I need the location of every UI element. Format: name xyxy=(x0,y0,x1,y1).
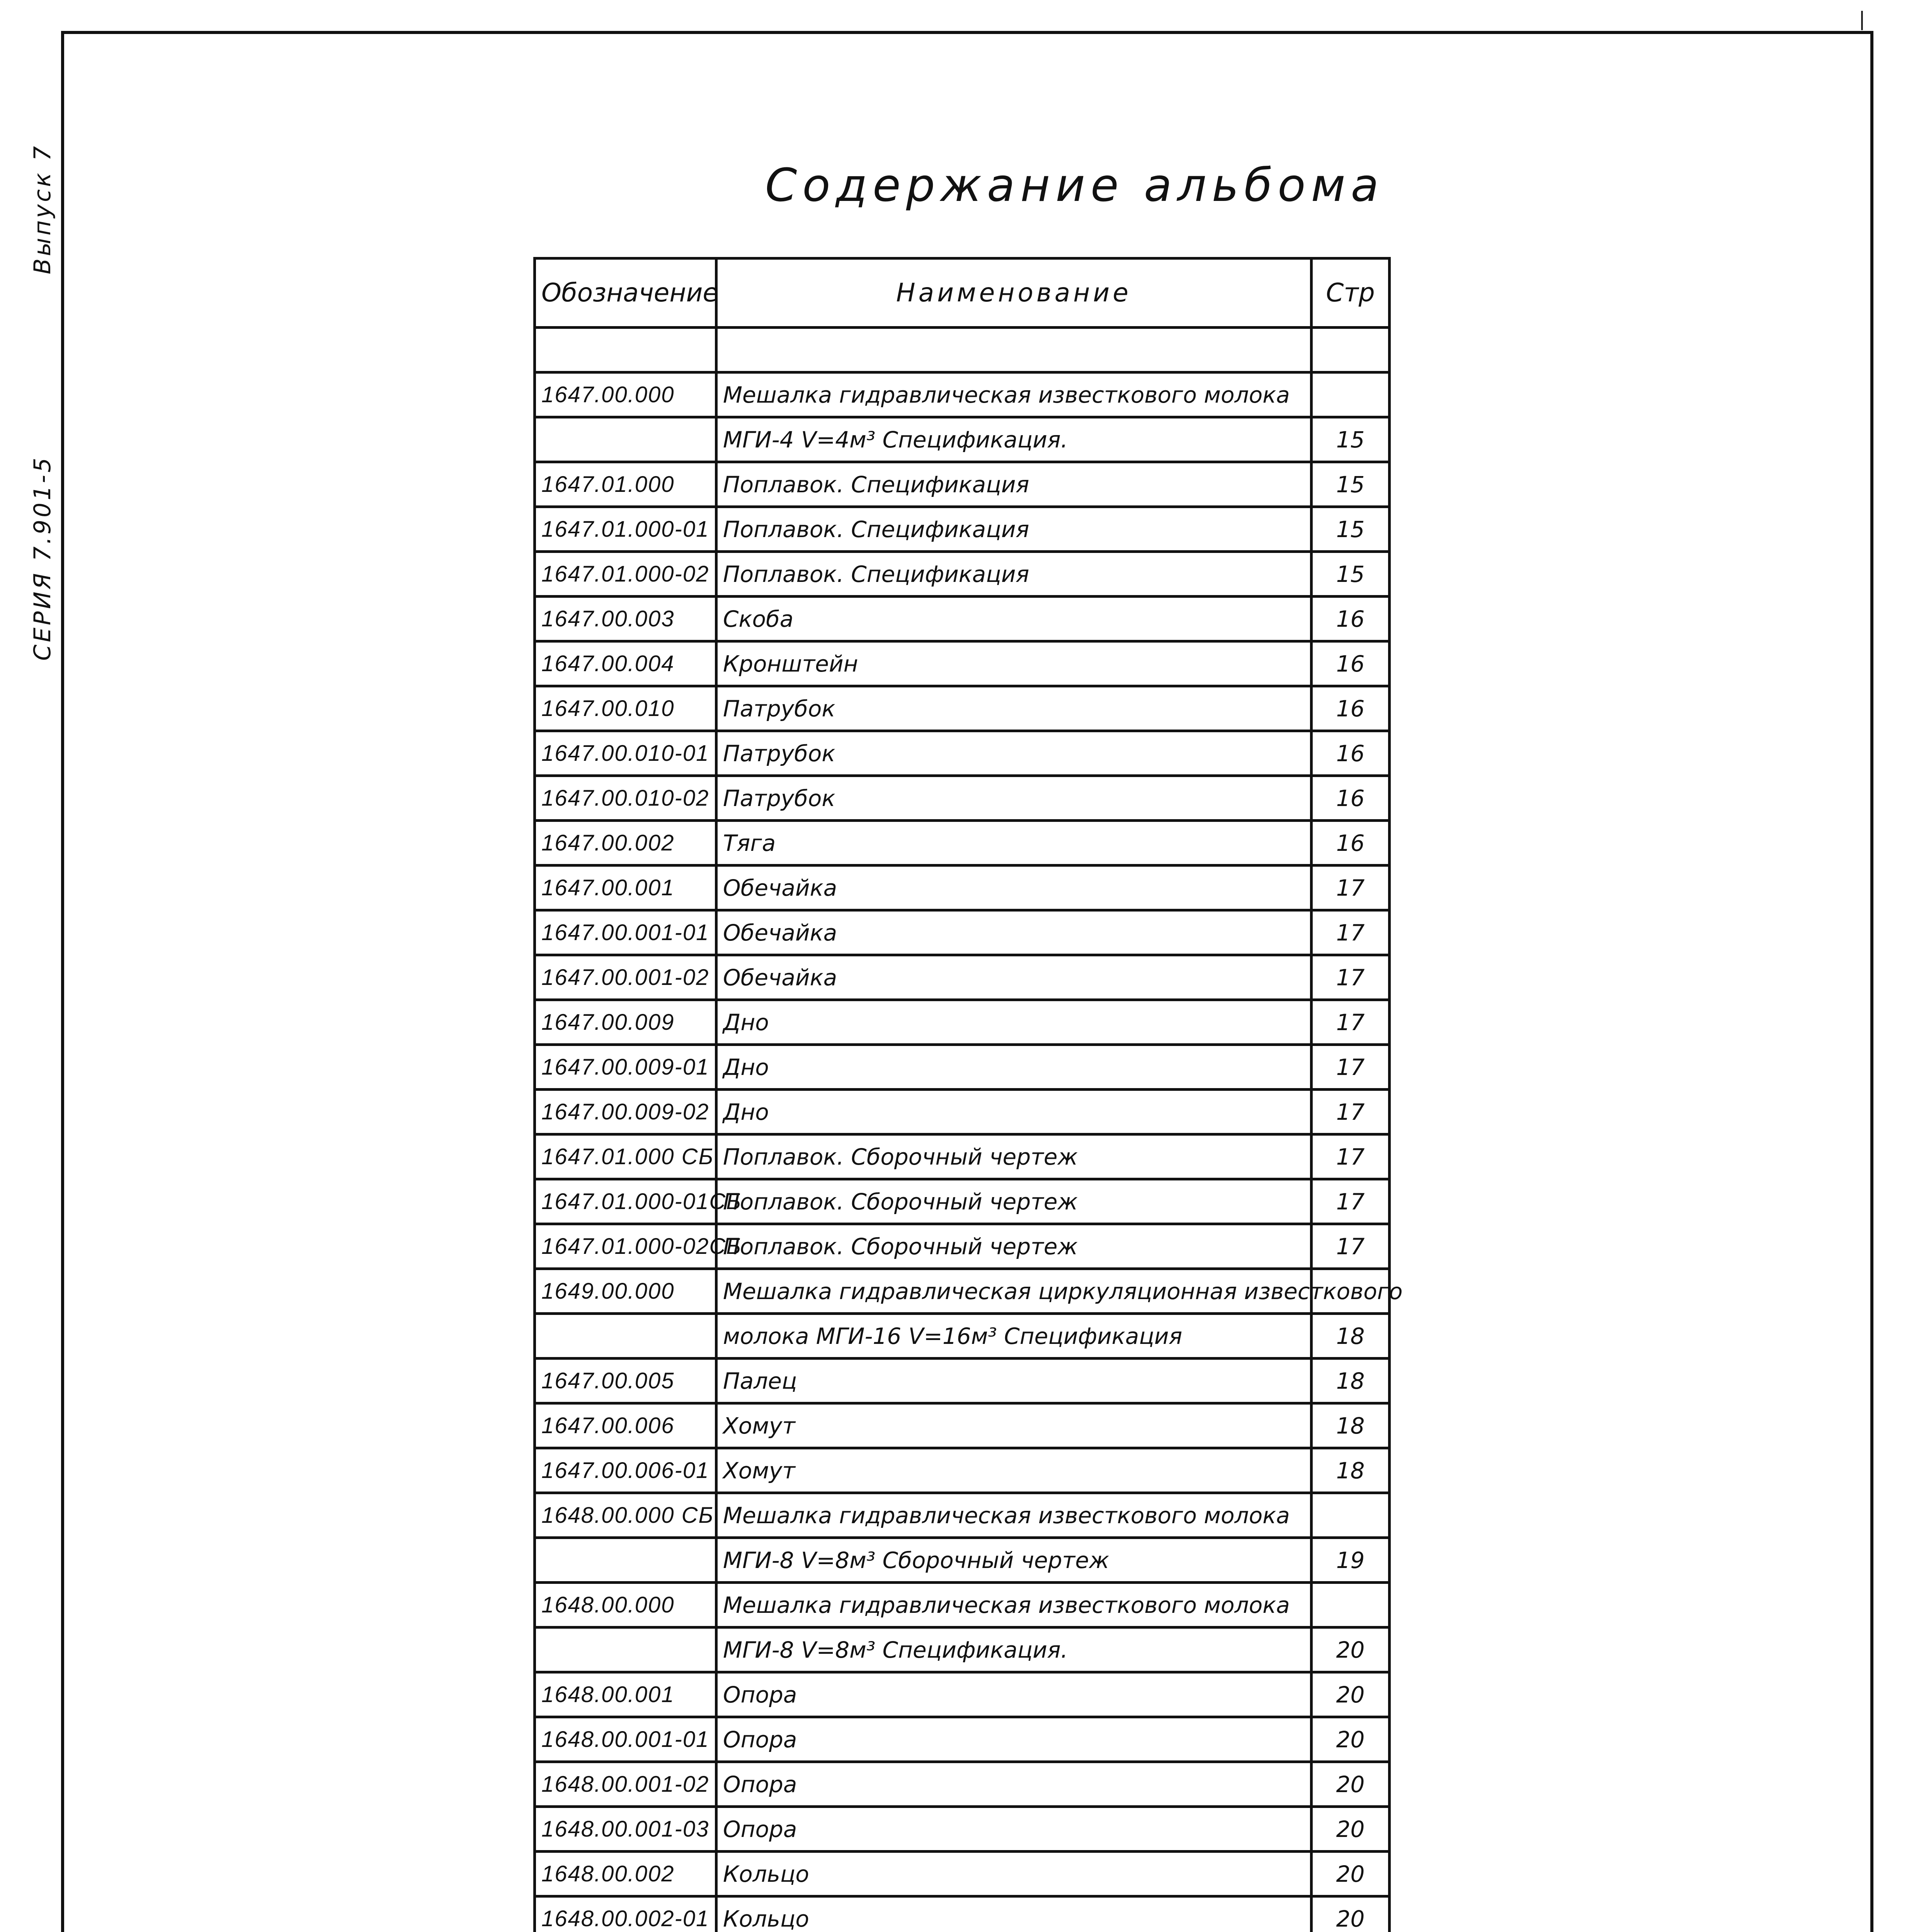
row-page: 16 xyxy=(1312,597,1390,641)
row-page: 18 xyxy=(1312,1314,1390,1359)
row-page: 17 xyxy=(1312,955,1390,1000)
row-code: 1647.00.009 xyxy=(535,1000,716,1045)
row-name: Поплавок. Спецификация xyxy=(716,552,1312,597)
table-row xyxy=(535,462,1390,507)
row-code: 1647.01.000 СБ xyxy=(535,1134,716,1179)
row-page: 17 xyxy=(1312,910,1390,955)
table-row xyxy=(535,1493,1390,1538)
row-name: Опора xyxy=(716,1717,1312,1762)
table-row xyxy=(535,1134,1390,1179)
row-name: Кольцо xyxy=(716,1896,1312,1932)
table-row xyxy=(535,1628,1390,1672)
row-name: Обечайка xyxy=(716,955,1312,1000)
corner-mark: | xyxy=(1859,8,1865,30)
table-row xyxy=(535,866,1390,910)
table-row xyxy=(535,955,1390,1000)
row-name: Поплавок. Спецификация xyxy=(716,507,1312,552)
row-name: Дно xyxy=(716,1090,1312,1134)
row-code: 1647.00.010-02 xyxy=(535,776,716,821)
row-name: Поплавок. Спецификация xyxy=(716,462,1312,507)
row-page: 18 xyxy=(1312,1403,1390,1448)
row-code xyxy=(535,328,716,372)
row-code: 1647.00.010 xyxy=(535,686,716,731)
header-code: Обозначение xyxy=(535,259,716,328)
row-name: Тяга xyxy=(716,821,1312,866)
row-code: 1647.00.004 xyxy=(535,641,716,686)
row-code: 1647.01.000 xyxy=(535,462,716,507)
row-page: 18 xyxy=(1312,1448,1390,1493)
table-row xyxy=(535,1359,1390,1403)
table-row xyxy=(535,1090,1390,1134)
table-row xyxy=(535,1717,1390,1762)
series-label: СЕРИЯ 7.901-5 xyxy=(29,455,56,661)
row-page: 15 xyxy=(1312,552,1390,597)
row-page: 15 xyxy=(1312,507,1390,552)
row-name: Патрубок xyxy=(716,686,1312,731)
table-row xyxy=(535,1224,1390,1269)
row-page: 17 xyxy=(1312,866,1390,910)
table-row xyxy=(535,910,1390,955)
row-code: 1647.00.002 xyxy=(535,821,716,866)
table-row xyxy=(535,328,1390,372)
row-code: 1647.00.009-02 xyxy=(535,1090,716,1134)
row-name: МГИ-8 V=8м³ Спецификация. xyxy=(716,1628,1312,1672)
row-name: Опора xyxy=(716,1672,1312,1717)
table-row xyxy=(535,731,1390,776)
row-name: Опора xyxy=(716,1762,1312,1807)
row-code: 1648.00.002-01 xyxy=(535,1896,716,1932)
row-name: Скоба xyxy=(716,597,1312,641)
row-name: Мешалка гидравлическая известкового молока xyxy=(716,372,1312,417)
table-row xyxy=(535,1314,1390,1359)
row-code xyxy=(535,1628,716,1672)
table-row xyxy=(535,1179,1390,1224)
row-page: 15 xyxy=(1312,417,1390,462)
row-name: Мешалка гидравлическая известкового молока xyxy=(716,1583,1312,1628)
row-code: 1647.00.001 xyxy=(535,866,716,910)
row-code: 1649.00.000 xyxy=(535,1269,716,1314)
row-code: 1648.00.001-01 xyxy=(535,1717,716,1762)
row-code xyxy=(535,417,716,462)
header-row xyxy=(535,259,1390,328)
row-name: Поплавок. Сборочный чертеж xyxy=(716,1179,1312,1224)
row-name: Патрубок xyxy=(716,731,1312,776)
row-page: 17 xyxy=(1312,1000,1390,1045)
issue-label: Выпуск 7 xyxy=(29,144,56,274)
row-code: 1647.01.000-02 xyxy=(535,552,716,597)
row-page: 17 xyxy=(1312,1179,1390,1224)
row-code: 1647.00.006-01 xyxy=(535,1448,716,1493)
row-page xyxy=(1312,1493,1390,1538)
row-name: Мешалка гидравлическая известкового молока xyxy=(716,1493,1312,1538)
row-name: МГИ-8 V=8м³ Сборочный чертеж xyxy=(716,1538,1312,1583)
row-name: Опора xyxy=(716,1807,1312,1852)
row-code xyxy=(535,1538,716,1583)
table-row xyxy=(535,372,1390,417)
row-name: Патрубок xyxy=(716,776,1312,821)
row-name: Поплавок. Сборочный чертеж xyxy=(716,1224,1312,1269)
row-name: Кронштейн xyxy=(716,641,1312,686)
row-page: 20 xyxy=(1312,1762,1390,1807)
row-code: 1648.00.001-03 xyxy=(535,1807,716,1852)
row-name: Дно xyxy=(716,1000,1312,1045)
table-row xyxy=(535,1269,1390,1314)
row-page: 15 xyxy=(1312,462,1390,507)
row-name: Дно xyxy=(716,1045,1312,1090)
table-row xyxy=(535,776,1390,821)
row-page: 17 xyxy=(1312,1134,1390,1179)
row-page xyxy=(1312,328,1390,372)
row-name: МГИ-4 V=4м³ Спецификация. xyxy=(716,417,1312,462)
table-row xyxy=(535,552,1390,597)
table-row xyxy=(535,1807,1390,1852)
table-row xyxy=(535,1045,1390,1090)
row-page: 16 xyxy=(1312,641,1390,686)
row-name: Палец xyxy=(716,1359,1312,1403)
row-page: 18 xyxy=(1312,1359,1390,1403)
table-row xyxy=(535,1762,1390,1807)
row-code: 1648.00.001 xyxy=(535,1672,716,1717)
row-page: 19 xyxy=(1312,1538,1390,1583)
row-page: 17 xyxy=(1312,1224,1390,1269)
table-row xyxy=(535,1852,1390,1896)
contents-table xyxy=(533,257,1403,1932)
header-page: Стр xyxy=(1312,259,1390,328)
row-page xyxy=(1312,1583,1390,1628)
row-name: молока МГИ-16 V=16м³ Спецификация xyxy=(716,1314,1312,1359)
row-name: Обечайка xyxy=(716,866,1312,910)
row-code: 1647.01.000-01СБ xyxy=(535,1179,716,1224)
row-name: Мешалка гидравлическая циркуляционная известкового xyxy=(716,1269,1312,1314)
row-page: 16 xyxy=(1312,686,1390,731)
row-code: 1647.00.003 xyxy=(535,597,716,641)
row-name xyxy=(716,328,1312,372)
row-page: 20 xyxy=(1312,1717,1390,1762)
row-page: 16 xyxy=(1312,821,1390,866)
table-row xyxy=(535,1538,1390,1583)
row-name: Поплавок. Сборочный чертеж xyxy=(716,1134,1312,1179)
row-code: 1647.00.010-01 xyxy=(535,731,716,776)
table-row xyxy=(535,1000,1390,1045)
table-row xyxy=(535,417,1390,462)
row-code: 1647.01.000-02СБ xyxy=(535,1224,716,1269)
row-code: 1647.01.000-01 xyxy=(535,507,716,552)
table-row xyxy=(535,1672,1390,1717)
page-title: Содержание альбома xyxy=(765,158,1384,212)
row-page: 16 xyxy=(1312,776,1390,821)
row-page: 17 xyxy=(1312,1090,1390,1134)
row-page: 20 xyxy=(1312,1628,1390,1672)
row-code: 1648.00.000 СБ xyxy=(535,1493,716,1538)
table-row xyxy=(535,1583,1390,1628)
row-page: 20 xyxy=(1312,1896,1390,1932)
row-page: 20 xyxy=(1312,1852,1390,1896)
row-page: 17 xyxy=(1312,1045,1390,1090)
table-row xyxy=(535,641,1390,686)
table-row xyxy=(535,507,1390,552)
row-page: 16 xyxy=(1312,731,1390,776)
row-code: 1647.00.000 xyxy=(535,372,716,417)
table-row xyxy=(535,1448,1390,1493)
row-name: Хомут xyxy=(716,1448,1312,1493)
row-page: 20 xyxy=(1312,1807,1390,1852)
table-row xyxy=(535,1896,1390,1932)
table-row xyxy=(535,1403,1390,1448)
table-row xyxy=(535,821,1390,866)
header-name: Наименование xyxy=(716,259,1312,328)
row-name: Обечайка xyxy=(716,910,1312,955)
row-code: 1648.00.001-02 xyxy=(535,1762,716,1807)
row-page: 20 xyxy=(1312,1672,1390,1717)
row-code: 1647.00.001-01 xyxy=(535,910,716,955)
table-row xyxy=(535,597,1390,641)
row-page xyxy=(1312,372,1390,417)
row-code: 1647.00.005 xyxy=(535,1359,716,1403)
row-code: 1648.00.000 xyxy=(535,1583,716,1628)
table-row xyxy=(535,686,1390,731)
row-name: Хомут xyxy=(716,1403,1312,1448)
row-code: 1647.00.006 xyxy=(535,1403,716,1448)
row-code xyxy=(535,1314,716,1359)
row-code: 1647.00.001-02 xyxy=(535,955,716,1000)
row-code: 1648.00.002 xyxy=(535,1852,716,1896)
row-code: 1647.00.009-01 xyxy=(535,1045,716,1090)
row-name: Кольцо xyxy=(716,1852,1312,1896)
